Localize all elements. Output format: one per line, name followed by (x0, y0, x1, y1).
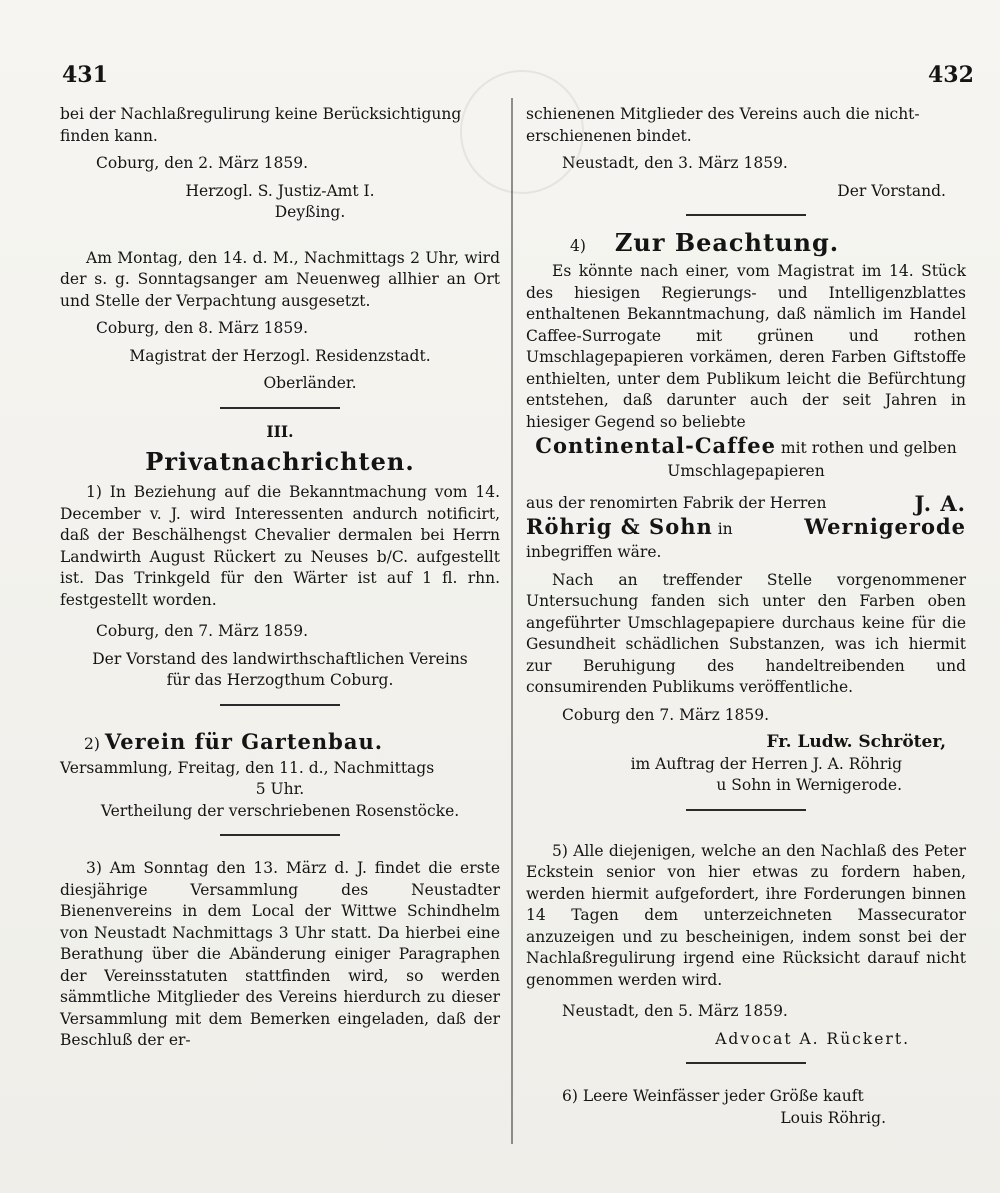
notice-4-signatory-3: u Sohn in Wernigerode. (716, 776, 902, 794)
notice-a-signature: Deyßing. (274, 203, 346, 221)
notice-4-firm-line (526, 514, 966, 542)
notice-2-number: 2) (84, 734, 100, 753)
page-number-left: 431 (62, 62, 108, 88)
notice-6-text: 6) Leere Weinfässer jeder Größe kauft (562, 1087, 864, 1105)
notice-2-line-2: 5 Uhr. (255, 780, 305, 798)
notice-6-signature: Louis Röhrig. (780, 1108, 886, 1127)
notice-b-signature: Oberländer. (263, 374, 357, 392)
notice-4-number: 4) (570, 237, 586, 255)
notice-4-firm-initials: J. A. (914, 490, 966, 516)
page-number-right: 432 (928, 62, 974, 88)
left-column (60, 104, 500, 1052)
separator-rule (220, 407, 340, 409)
notice-4-city: Wernigerode (804, 514, 966, 539)
notice-a-cont-line-2: erschienenen bindet. (526, 126, 692, 145)
notice-a-cont-date: Neustadt, den 3. März 1859. (562, 154, 788, 172)
notice-b-signatory: Magistrat der Herzogl. Residenzstadt. (129, 346, 431, 365)
notice-4-signatory-2: im Auftrag der Herren J. A. Röhrig (630, 754, 902, 773)
notice-1-date: Coburg, den 7. März 1859. (96, 622, 308, 640)
separator-rule (686, 1062, 806, 1064)
notice-4-text: Es könnte nach einer, vom Magistrat im 14. Stück des hiesigen Regierungs- und Intelligenzblattes enthaltenen Bekanntmachung, daß nämlich im Handel Caffee-Surrogate mit grünen und rothen Umschlagepapieren vorkämen, deren Farben Giftstoffe enthielten, unter dem Publikum leicht die Befürchtung entstehen, daß darunter auch der seit Jahren in hiesiger Gegend so beliebte (526, 262, 966, 431)
column-divider (511, 98, 513, 1144)
notice-4-product-rest-2: Umschlagepapieren (667, 462, 825, 480)
section-number: III. (266, 421, 294, 441)
right-column (526, 104, 966, 1129)
notice-2-line-1: Versammlung, Freitag, den 11. d., Nachmittags (60, 758, 435, 777)
notice-4-heading (526, 228, 966, 261)
notice-a-signatory: Herzogl. S. Justiz-Amt I. (185, 181, 375, 200)
notice-4-text-2: Nach an treffender Stelle vorgenommener Untersuchung fanden sich unter den Farben oben angeführter Umschlagepapiere durchaus keine für die Gesundheit schädlichen Substanzen, was ich hiermit zur Beruhigung des handeltreibenden und consumirenden Publikums veröffentliche. (526, 570, 966, 696)
notice-5-signature: Advocat A. Rückert. (715, 1029, 910, 1048)
notice-4-date: Coburg den 7. März 1859. (562, 705, 770, 724)
notice-2-title: Verein für Gartenbau. (104, 728, 384, 754)
notice-a-line-2: finden kann. (60, 126, 158, 145)
notice-a-cont-line-1: schienenen Mitglieder des Vereins auch die nicht- (526, 105, 920, 123)
notice-4-product-rest: mit rothen und gelben (780, 439, 957, 457)
notice-5-date: Neustadt, den 5. März 1859. (562, 1002, 788, 1020)
notice-4-from-line (526, 490, 966, 516)
separator-rule (686, 214, 806, 216)
notice-1-text: 1) In Beziehung auf die Bekanntmachung vom 14. December v. J. wird Interessenten andurch notificirt, daß der Beschälhengst Chevalier dermalen bei Herrn Landwirth August Rückert zu Neuses b/C. aufgestellt ist. Das Trinkgeld für den Wärter ist auf 1 fl. rhn. festgestellt worden. (60, 483, 500, 609)
notice-4-signature: Fr. Ludw. Schröter, (766, 732, 946, 752)
notice-2-line-3: Vertheilung der verschriebenen Rosenstöcke. (100, 801, 460, 820)
notice-5-text: 5) Alle diejenigen, welche an den Nachlaß des Peter Eckstein senior von hier etwas zu fordern haben, werden hiermit aufgefordert, ihre Forderungen binnen 14 Tagen dem unterzeichneten Massecurator anzuzeigen und zu bescheinigen, indem sonst bei der Nachlaßregulirung irgend eine Rücksicht darauf nicht genommen werden wird. (526, 841, 966, 989)
notice-b-date: Coburg, den 8. März 1859. (96, 319, 308, 337)
notice-3-text: 3) Am Sonntag den 13. März d. J. findet die erste diesjährige Versammlung des Neustadter Bienenvereins in dem Local der Wittwe Schindhelm von Neustadt Nachmittags 3 Uhr statt. Da hierbei eine Berathung über die Abänderung einiger Paragraphen der Vereinsstatuten stattfinden wird, so werden sämmtliche Mitglieder des Vereins hierdurch zu dieser Versammlung mit dem Bemerken eingeladen, daß der Beschluß der er- (60, 859, 500, 1049)
notice-4-included: inbegriffen wäre. (526, 543, 662, 561)
notice-a-line-1: bei der Nachlaßregulirung keine Berücksichtigung (60, 105, 462, 123)
separator-rule (220, 704, 340, 706)
notice-a-cont-signatory: Der Vorstand. (837, 181, 946, 200)
separator-rule (220, 834, 340, 836)
notice-b-text: Am Montag, den 14. d. M., Nachmittags 2 Uhr, wird der s. g. Sonntagsanger am Neuenweg allhier an Ort und Stelle der Verpachtung ausgesetzt. (60, 248, 500, 310)
notice-4-title: Zur Beachtung. (614, 228, 840, 257)
notice-a-date: Coburg, den 2. März 1859. (96, 154, 308, 172)
notice-1-signatory-1: Der Vorstand des landwirthschaftlichen Vereins (92, 649, 468, 668)
notice-4-from: aus der renomirten Fabrik der Herren (526, 493, 827, 512)
separator-rule (686, 809, 806, 811)
section-title: Privatnachrichten. (145, 447, 415, 476)
notice-4-in: in (717, 520, 733, 538)
notice-2-heading (60, 728, 500, 758)
notice-1-signatory-2: für das Herzogthum Coburg. (166, 671, 394, 689)
notice-4-product: Continental-Caffee (535, 433, 776, 458)
notice-4-firm: Röhrig & Sohn (526, 514, 713, 539)
notice-4-product-line (526, 433, 966, 461)
